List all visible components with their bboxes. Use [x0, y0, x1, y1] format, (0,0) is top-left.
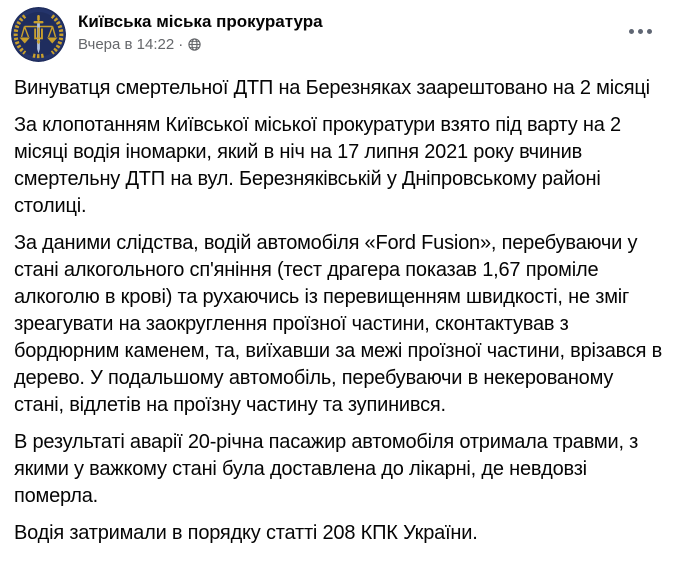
header-info [78, 7, 323, 54]
post-paragraph: За клопотанням Київської міської прокуратури взято під варту на 2 місяці водія іномарки, який в ніч на 17 липня 2021 року вчинив смертельну ДТП на вул. Березняківській у Дніпровському районі столиці. [14, 114, 621, 217]
post-body [0, 75, 680, 547]
meta-separator: · [178, 36, 184, 53]
post-paragraph: За даними слідства, водій автомобіля «Ford Fusion», перебуваючи у стані алкогольного сп'яніння (тест драгера показав 1,67 проміле алкоголю в крові) та рухаючись із перевищенням швидкості, не зміг зреагувати на заокруглення проїзної частини, сконтактував з бордюрним каменем, та, виїхавши за межі проїзної частини, врізався в дерево. У подальшому автомобіль, перебуваючи в некерованому стані, відлетів на проїзну частину та зупинився. [14, 232, 663, 416]
avatar[interactable] [11, 7, 66, 62]
post-header [0, 0, 680, 62]
post-paragraph: В результаті аварії 20-річна пасажир автомобіля отримала травми, з якими у важкому стані була доставлена до лікарні, де невдовзі померла. [14, 431, 639, 507]
timestamp-link[interactable]: Вчера в 14:22 [78, 36, 175, 53]
post-paragraph-title: Винуватця смертельної ДТП на Березняках заарештовано на 2 місяці [14, 77, 650, 99]
prosecutor-emblem-icon [11, 7, 66, 62]
globe-icon [188, 38, 201, 51]
post-meta [78, 35, 323, 54]
ellipsis-icon [629, 29, 652, 34]
page-name-link[interactable]: Київська міська прокуратура [78, 12, 323, 31]
post-paragraph: Водія затримали в порядку статті 208 КПК України. [14, 522, 478, 544]
more-options-button[interactable] [622, 20, 658, 42]
